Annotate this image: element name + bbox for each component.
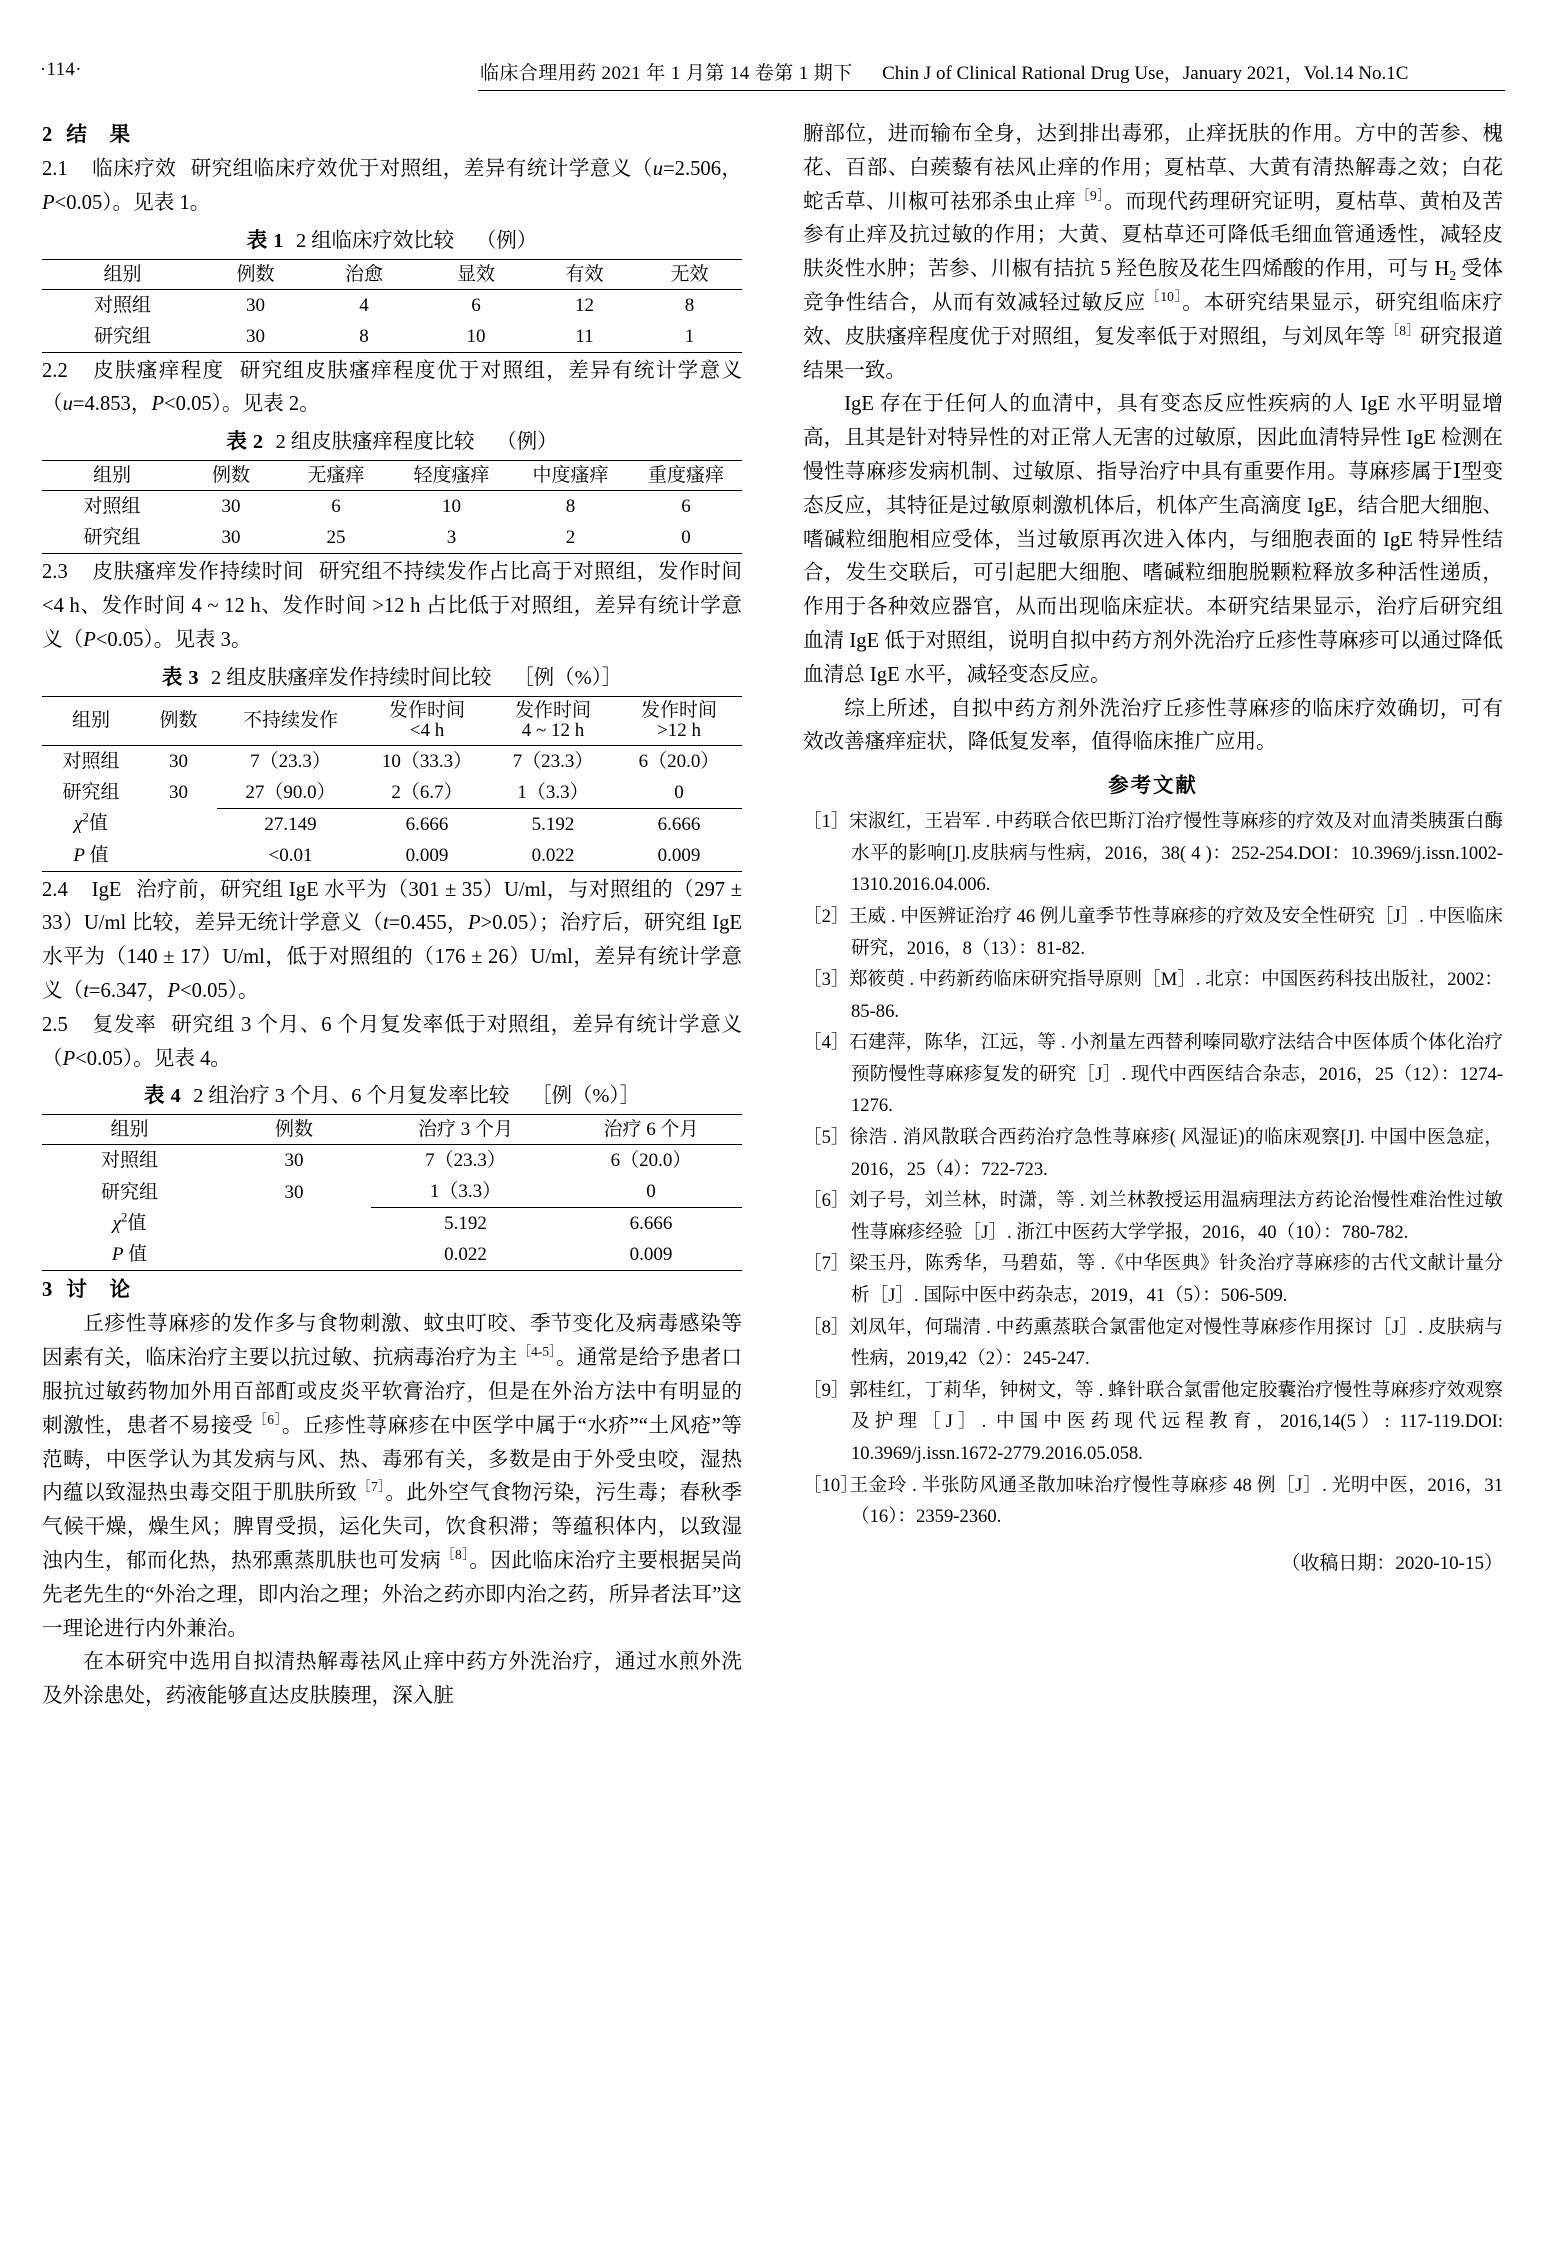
table-3-p-label xyxy=(42,840,140,872)
reference-text: 梁玉丹，陈秀华，马碧茹，等 .《中华医典》针灸治疗荨麻疹的古代文献计量分析［J］. 国际中医中药杂志，2019，41（5）：506-509. xyxy=(849,1253,1503,1307)
table-3-label: 表 3 xyxy=(161,666,200,689)
list-item xyxy=(803,1027,1503,1122)
table-1-header-row xyxy=(42,259,742,289)
citation-ref-9: ［9］ xyxy=(1076,187,1105,203)
discussion-paragraph-2: 在本研究中选用自拟清热解毒祛风止痒中药方外洗治疗，通过水煎外洗及外涂患处，药液能够直达皮肤腠理，深入脏 xyxy=(42,1651,742,1708)
table-4-r1-c2: 1（3.3） xyxy=(429,1181,502,1203)
table-4-p-blank xyxy=(217,1239,371,1271)
section-2-2-text-c: <0.05）。见表 2。 xyxy=(164,393,320,416)
section-2-2-text-b: =4.853， xyxy=(72,393,152,416)
list-item xyxy=(803,1248,1503,1311)
right-paragraph-3: 综上所述，自拟中药方剂外洗治疗丘疹性荨麻疹的临床疗效确切，可有效改善瘙痒症状，降低复发率，值得临床推广应用。 xyxy=(803,697,1503,754)
section-2-4-text-d: =6.347， xyxy=(88,979,168,1002)
chi-symbol: χ xyxy=(74,813,83,835)
table-4-chi-label xyxy=(42,1208,217,1240)
table-1-label: 表 1 xyxy=(246,229,284,252)
right-p1-e: 研究报道结果一致。 xyxy=(803,325,1503,382)
right-p1-d: 。本研究结果显示，研究组临床疗效、皮肤瘙痒程度优于对照组，复发率低于对照组，与刘凤年等 xyxy=(803,291,1503,348)
section-2-3-number: 2.3 xyxy=(42,561,68,584)
chi-unit: 值 xyxy=(127,1213,147,1235)
table-1-col-1: 例数 xyxy=(203,259,308,289)
stat-symbol-u: u xyxy=(62,393,73,416)
stat-symbol-p: P xyxy=(42,191,55,214)
table-3-col-4 xyxy=(490,696,616,745)
table-4-p-label xyxy=(42,1239,217,1271)
table-2-col-1: 例数 xyxy=(182,461,280,491)
section-2-4-paragraph xyxy=(42,874,742,1009)
chi-exponent: 2 xyxy=(82,810,89,825)
table-2-col-0: 组别 xyxy=(42,461,182,491)
section-2-1-text-b: =2.506， xyxy=(663,158,743,180)
reference-number: ［3］ xyxy=(803,969,850,991)
chi-exponent: 2 xyxy=(120,1209,128,1225)
section-2-3-text-a: 研究组不持续发作占比高于对照组，发作时间 <4 h、发作时间 4 ~ 12 h、发作时间 >12 h 占比低于对照组，差异有统计学意义（ xyxy=(42,561,743,651)
reference-text: 刘子号，刘兰林，时潇，等 . 刘兰林教授运用温病理法方药论治慢性难治性过敏性荨麻疹经验［J］. 浙江中医药大学学报，2016，40（10）：780-782. xyxy=(849,1190,1503,1243)
table-row xyxy=(42,1145,742,1177)
table-3-chi-v1: 6.666 xyxy=(364,808,490,840)
disc-p1-c: 。丘疹性荨麻疹在中医学中属于“水疥”“土风疮”等范畴，中医学认为其发病与风、热、毒邪有关，多数是由于外受虫咬，湿热内蕴以致湿热虫毒交阻于肌肤所致 xyxy=(42,1414,743,1505)
section-2-3-paragraph xyxy=(42,556,742,657)
table-3-chi-v3: 6.666 xyxy=(616,808,742,840)
list-item xyxy=(803,1185,1503,1248)
table-3-chi-row xyxy=(42,808,742,840)
reference-text: 郑筱萸 . 中药新药临床研究指导原则［M］. 北京：中国医药科技出版社，2002：85-86. xyxy=(849,969,1503,1022)
list-item xyxy=(803,1122,1503,1185)
table-1-wrapper xyxy=(42,224,742,353)
citation-ref-8b: ［8］ xyxy=(1385,322,1420,338)
table-3-r0-c1: 30 xyxy=(169,750,188,772)
section-2-2-text-a: 研究组皮肤瘙痒程度优于对照组，差异有统计学意义（ xyxy=(42,359,742,416)
table-row xyxy=(42,522,742,554)
table-4-unit: ［例（%）］ xyxy=(531,1085,640,1108)
list-item xyxy=(803,1375,1503,1470)
citation-ref-10: ［10］ xyxy=(1146,289,1183,305)
table-2-r0-c0: 对照组 xyxy=(83,496,141,518)
disc-p1-d: 。此外空气食物污染，污生毒；春秋季气候干燥，燥生风；脾胃受损，运化失司，饮食积滞；等蕴积体内，以致湿浊内生，郁而化热，热邪熏蒸肌肤也可发病 xyxy=(42,1482,743,1572)
right-p1-b: 。而现代药理研究证明，夏枯草、黄柏及苦参有止痒及抗过敏的作用；大黄、夏枯草还可降低毛细血管通透性，减轻皮肤炎性水肿；苦参、川椒有拮抗 5 羟色胺及花生四烯酸的作用，可与 H xyxy=(803,190,1504,281)
table-1-r0-c1: 30 xyxy=(246,294,265,316)
table-3-col-5 xyxy=(616,696,742,745)
table-4-caption xyxy=(42,1079,742,1113)
stat-symbol-p: P xyxy=(167,979,181,1002)
table-3-p-blank xyxy=(140,840,217,872)
table-2-r0-c5: 6 xyxy=(681,496,691,518)
table-3-col-4-line1: 发作时间 xyxy=(514,699,591,721)
reference-number: ［1］ xyxy=(803,811,850,833)
table-row xyxy=(42,1176,742,1208)
section-2-2-title: 皮肤瘙痒程度 xyxy=(91,359,225,382)
section-2-5-title: 复发率 xyxy=(91,1013,157,1036)
table-3-p-v1: 0.009 xyxy=(364,840,490,872)
table-3-header-row xyxy=(42,696,742,745)
table-4 xyxy=(42,1114,742,1271)
table-3-r1-c0: 研究组 xyxy=(62,781,120,803)
table-3-chi-blank xyxy=(140,808,217,840)
table-3-r0-c4: 7（23.3） xyxy=(512,750,594,772)
table-4-col-2: 治疗 3 个月 xyxy=(371,1115,560,1145)
citation-ref-7: ［7］ xyxy=(357,1479,386,1495)
right-paragraph-1 xyxy=(803,118,1503,388)
stat-symbol-p: P xyxy=(62,1047,76,1070)
table-2-label: 表 2 xyxy=(226,431,264,454)
list-item xyxy=(803,806,1503,901)
running-head xyxy=(0,52,1545,102)
table-4-r1-c3: 0 xyxy=(646,1181,656,1203)
table-2-r0-c4: 8 xyxy=(565,496,576,518)
right-column xyxy=(803,118,1503,1579)
stat-symbol-p: P xyxy=(83,628,96,651)
list-item xyxy=(803,964,1503,1027)
section-2-4-title: IgE xyxy=(91,878,122,901)
table-3-p-v3: 0.009 xyxy=(616,840,742,872)
section-3-number: 3 xyxy=(42,1279,54,1302)
table-3-col-3-line2: <4 h xyxy=(409,719,445,741)
table-4-chi-v1: 6.666 xyxy=(560,1208,742,1240)
reference-text: 宋淑红，王岩军 . 中药联合依巴斯汀治疗慢性荨麻疹的疗效及对血清类胰蛋白酶水平的影响[J].皮肤病与性病，2016，38( 4 )：252-254.DOI：10.3969/j.issn.1002-1310.2016.04.006. xyxy=(849,811,1503,896)
table-4-p-v1: 0.009 xyxy=(560,1239,742,1271)
table-3-p-v2: 0.022 xyxy=(490,840,616,872)
section-2-heading xyxy=(42,118,742,152)
section-2-1-paragraph xyxy=(42,153,742,221)
table-1-r0-c5: 8 xyxy=(684,294,695,316)
received-date: （收稿日期：2020-10-15） xyxy=(1281,1552,1503,1574)
table-3-p-v0: <0.01 xyxy=(217,840,364,872)
table-4-r1-c0: 研究组 xyxy=(100,1181,158,1203)
h2-receptor-subscript: 2 xyxy=(1449,268,1457,284)
table-4-header-row xyxy=(42,1115,742,1145)
list-item xyxy=(803,1312,1503,1375)
table-3-col-3-line1: 发作时间 xyxy=(388,699,465,721)
reference-text: 王威 . 中医辨证治疗 46 例儿童季节性荨麻疹的疗效及安全性研究［J］. 中医临床研究，2016，8（13）：81-82. xyxy=(849,905,1503,959)
table-3-unit: ［例（%）］ xyxy=(513,666,623,689)
table-row xyxy=(42,491,742,523)
p-symbol: P xyxy=(111,1244,124,1266)
table-2-caption xyxy=(42,425,742,459)
reference-text: 刘凤年，何瑞清 . 中药熏蒸联合氯雷他定对慢性荨麻疹作用探讨［J］. 皮肤病与性病，2019,42（2）：245-247. xyxy=(849,1316,1503,1370)
table-2-r0-c2: 6 xyxy=(331,496,341,518)
table-3-col-2: 不持续发作 xyxy=(217,696,364,745)
table-4-col-3: 治疗 6 个月 xyxy=(560,1115,742,1145)
table-row xyxy=(42,289,742,321)
table-3-r1-c5: 0 xyxy=(674,781,684,803)
section-2-1-title: 临床疗效 xyxy=(91,158,177,180)
table-4-col-1: 例数 xyxy=(217,1115,371,1145)
table-1-col-5: 无效 xyxy=(637,259,742,289)
table-3-r0-c2: 7（23.3） xyxy=(250,750,331,772)
table-3-caption xyxy=(42,661,742,695)
journal-name-en: Chin J of Clinical Rational Drug Use，January 2021，Vol.14 No.1C xyxy=(882,63,1409,84)
table-3-r1-c3: 2（6.7） xyxy=(391,781,463,803)
right-paragraph-2: IgE 存在于任何人的血清中，具有变态反应性疾病的人 IgE 水平明显增高，且其是针对特异性的对正常人无害的过敏原，因此血清特异性 IgE 检测在慢性荨麻疹发病机制、过敏原、指导治疗中具有重要作用。荨麻疹属于Ⅰ型变态反应，其特征是过敏原刺激机体后，机体产生高滴度 IgE，结合肥大细胞、嗜碱粒细胞相应受体，当过敏原再次进入体内，与细胞表面的 IgE 特异性结合，发生交联后，可引起肥大细胞、嗜碱粒细胞脱颗粒释放多种活性递质，作用于各种效应器官，从而出现临床症状。本研究结果显示，治疗后研究组血清 IgE 低于对照组，说明自拟中药方剂外洗治疗丘疹性荨麻疹可以通过降低血清总 IgE 水平，减轻变态反应。 xyxy=(803,393,1503,686)
table-1-r1-c0: 研究组 xyxy=(42,321,203,353)
table-2-r0-c3: 10 xyxy=(442,496,461,518)
stat-symbol-u: u xyxy=(652,158,664,180)
table-4-chi-v0: 5.192 xyxy=(371,1208,560,1240)
table-4-p-row xyxy=(42,1239,742,1271)
table-2-col-4: 中度瘙痒 xyxy=(511,461,630,491)
section-2-5-text-a: 研究组 3 个月、6 个月复发率低于对照组，差异有统计学意义（ xyxy=(42,1013,742,1070)
table-row xyxy=(42,745,742,777)
disc-p1-b: 。通常是给予患者口服抗过敏药物加外用百部酊或皮炎平软膏治疗，但是在外治方法中有明显的刺激性，患者不易接受 xyxy=(42,1347,743,1437)
table-1 xyxy=(42,259,742,353)
table-1-caption xyxy=(42,224,742,258)
table-1-col-0: 组别 xyxy=(42,259,203,289)
section-2-4-text-b: =0.455， xyxy=(388,912,468,935)
table-1-r1-c2: 8 xyxy=(308,321,420,353)
table-1-r0-c4: 12 xyxy=(575,294,594,316)
journal-name-cn: 临床合理用药 2021 年 1 月第 14 卷第 1 期下 xyxy=(480,63,853,84)
table-2-col-3: 轻度瘙痒 xyxy=(392,461,511,491)
section-2-1-text-c: <0.05）。见表 1。 xyxy=(54,191,211,214)
table-2-r1-c4: 2 xyxy=(511,522,630,554)
running-head-text xyxy=(480,58,1505,85)
list-item xyxy=(803,901,1503,964)
reference-number: ［6］ xyxy=(803,1190,850,1212)
right-p1-a: 腑部位，进而输布全身，达到排出毒邪，止痒抚肤的作用。方中的苦参、槐花、百部、白蒺藜有祛风止痒的作用；夏枯草、大黄有清热解毒之效；白花蛇舌草、川椒可祛邪杀虫止痒 xyxy=(803,123,1503,213)
table-1-col-2: 治愈 xyxy=(308,259,420,289)
table-4-r0-c1: 30 xyxy=(284,1150,304,1172)
chi-unit: 值 xyxy=(88,813,108,835)
table-4-col-0: 组别 xyxy=(42,1115,217,1145)
table-1-title: 2 组临床疗效比较 xyxy=(295,229,455,252)
section-3-title: 讨 论 xyxy=(66,1279,132,1302)
table-3-chi-v2: 5.192 xyxy=(490,808,616,840)
table-3-col-5-line1: 发作时间 xyxy=(640,699,717,721)
table-2-r1-c5: 0 xyxy=(630,522,742,554)
stat-symbol-t: t xyxy=(383,912,389,935)
disc-p1-a: 丘疹性荨麻疹的发作多与食物刺激、蚊虫叮咬、季节变化及病毒感染等因素有关，临床治疗主要以抗过敏、抗病毒治疗为主 xyxy=(42,1313,742,1370)
table-4-chi-blank xyxy=(217,1208,371,1240)
table-1-r1-c5: 1 xyxy=(637,321,742,353)
table-1-r0-c0: 对照组 xyxy=(93,294,151,316)
table-3-r1-c4: 1（3.3） xyxy=(517,781,589,803)
table-3-r0-c0: 对照组 xyxy=(62,750,120,772)
reference-number: ［9］ xyxy=(803,1379,850,1401)
table-2-header-row xyxy=(42,461,742,491)
disc-p1-e: 。因此临床治疗主要根据吴尚先老先生的“外治之理，即内治之理；外治之药亦即内治之药，所异者法耳”这一理论进行内外兼治。 xyxy=(42,1549,743,1640)
reference-number: ［2］ xyxy=(803,905,850,927)
table-2-unit: （例） xyxy=(496,431,558,454)
page-folio: ·114· xyxy=(40,60,82,80)
section-2-5-paragraph xyxy=(42,1009,742,1077)
table-3-p-row xyxy=(42,840,742,872)
citation-ref-8: ［8］ xyxy=(441,1547,470,1563)
table-3-col-3 xyxy=(364,696,490,745)
table-1-r1-c1: 30 xyxy=(203,321,308,353)
section-2-5-text-b: <0.05）。见表 4。 xyxy=(75,1047,231,1070)
table-row xyxy=(42,321,742,353)
table-2-r0-c1: 30 xyxy=(221,496,241,518)
table-1-r0-c3: 6 xyxy=(471,294,481,316)
table-2 xyxy=(42,460,742,554)
table-2-r1-c2: 25 xyxy=(280,522,392,554)
section-2-4-text-c: >0.05）；治疗后，研究组 IgE 水平为（140 ± 17）U/ml，低于对照组的（176 ± 26）U/ml，差异有统计学意义（ xyxy=(42,912,742,1002)
reference-text: 王金玲 . 半张防风通圣散加味治疗慢性荨麻疹 48 例［J］. 光明中医，2016，31（16）：2359-2360. xyxy=(849,1474,1503,1528)
reference-text: 郭桂红，丁莉华，钟树文，等 . 蜂针联合氯雷他定胶囊治疗慢性荨麻疹疗效观察及护理［J］. 中国中医药现代远程教育，2016,14(5）: 117-119.DOI: 10.3969/j.issn.1672-2779.2016.05.058. xyxy=(849,1379,1503,1465)
table-3-wrapper xyxy=(42,661,742,872)
table-1-r1-c4: 11 xyxy=(532,321,637,353)
stat-symbol-t: t xyxy=(83,979,89,1002)
table-4-p-v0: 0.022 xyxy=(371,1239,560,1271)
right-p1-c: 受体竞争性结合，从而有效减轻过敏反应 xyxy=(803,258,1503,314)
table-1-col-4: 有效 xyxy=(532,259,637,289)
section-2-3-title: 皮肤瘙痒发作持续时间 xyxy=(91,561,305,584)
table-4-label: 表 4 xyxy=(144,1085,182,1108)
table-1-unit: （例） xyxy=(476,229,538,252)
table-3-r0-c3: 10（33.3） xyxy=(381,750,473,772)
table-3-chi-label xyxy=(42,808,140,840)
reference-number: ［5］ xyxy=(803,1127,850,1149)
section-2-2-number: 2.2 xyxy=(42,359,68,382)
section-2-1-number: 2.1 xyxy=(42,158,68,180)
table-3-r1-c2: 27（90.0） xyxy=(245,781,336,803)
table-4-chi-row xyxy=(42,1208,742,1240)
table-4-title: 2 组治疗 3 个月、6 个月复发率比较 xyxy=(193,1085,510,1108)
table-3-col-1: 例数 xyxy=(140,696,217,745)
table-2-col-5: 重度瘙痒 xyxy=(630,461,742,491)
table-4-wrapper xyxy=(42,1079,742,1271)
table-1-col-3: 显效 xyxy=(420,259,532,289)
p-unit: 值 xyxy=(128,1244,148,1266)
table-4-r1-c1: 30 xyxy=(284,1181,304,1203)
table-2-col-2: 无瘙痒 xyxy=(280,461,392,491)
table-3-col-0: 组别 xyxy=(42,696,140,745)
table-2-title: 2 组皮肤瘙痒程度比较 xyxy=(275,431,475,454)
reference-number: ［7］ xyxy=(803,1253,850,1275)
table-2-wrapper xyxy=(42,425,742,554)
table-3-r1-c1: 30 xyxy=(169,781,188,803)
section-2-2-paragraph xyxy=(42,355,742,423)
reference-text: 徐浩 . 消风散联合西药治疗急性荨麻疹( 风湿证)的临床观察[J]. 中国中医急症，2016，25（4）：722-723. xyxy=(849,1127,1503,1180)
table-3-col-4-line2: 4 ~ 12 h xyxy=(521,719,585,741)
table-4-r0-c0: 对照组 xyxy=(100,1150,158,1172)
section-2-number: 2 xyxy=(42,124,54,146)
section-3-heading xyxy=(42,1273,742,1307)
reference-number: ［10］ xyxy=(803,1474,859,1496)
table-4-r0-c3: 6（20.0） xyxy=(610,1150,692,1172)
table-2-r1-c1: 30 xyxy=(182,522,280,554)
table-2-r1-c3: 3 xyxy=(392,522,511,554)
reference-text: 石建萍，陈华，江远，等 . 小剂量左西替利嗪同歇疗法结合中医体质个体化治疗预防慢性荨麻疹复发的研究［J］. 现代中西医结合杂志，2016，25（12）：1274-1276. xyxy=(849,1032,1503,1117)
table-2-r1-c0: 研究组 xyxy=(42,522,182,554)
references-list xyxy=(803,806,1503,1533)
header-rule xyxy=(478,90,1505,91)
section-2-4-number: 2.4 xyxy=(42,878,68,901)
table-3-title: 2 组皮肤瘙痒发作持续时间比较 xyxy=(211,666,492,689)
table-4-r0-c2: 7（23.3） xyxy=(425,1150,506,1172)
citation-ref-6: ［6］ xyxy=(253,1411,282,1427)
section-2-3-text-b: <0.05）。见表 3。 xyxy=(95,628,252,651)
reference-number: ［8］ xyxy=(803,1316,850,1338)
p-symbol: P xyxy=(73,844,85,866)
table-row xyxy=(42,777,742,809)
table-3-col-5-line2: >12 h xyxy=(657,719,701,741)
references-heading: 参考文献 xyxy=(1108,775,1198,798)
citation-ref-4-5: ［4-5］ xyxy=(517,1344,557,1360)
list-item xyxy=(803,1470,1503,1533)
left-column xyxy=(42,118,742,1714)
section-2-1-text-a: 研究组临床疗效优于对照组，差异有统计学意义（ xyxy=(190,158,653,180)
discussion-paragraph-1 xyxy=(42,1308,742,1646)
section-2-4-text-e: <0.05）。 xyxy=(180,979,259,1002)
table-1-r1-c3: 10 xyxy=(420,321,532,353)
p-unit: 值 xyxy=(89,844,109,866)
table-3-chi-v0: 27.149 xyxy=(217,808,364,840)
stat-symbol-p: P xyxy=(468,912,481,935)
section-2-title: 结 果 xyxy=(66,124,132,146)
chi-symbol: χ xyxy=(112,1213,121,1235)
section-2-4-text-a: 治疗前，研究组 IgE 水平为（301 ± 35）U/ml，与对照组的（297 ± 33）U/ml 比较，差异无统计学意义（ xyxy=(42,878,742,935)
table-1-r0-c2: 4 xyxy=(359,294,369,316)
table-3 xyxy=(42,696,742,872)
section-2-5-number: 2.5 xyxy=(42,1013,68,1036)
table-3-r0-c5: 6（20.0） xyxy=(638,750,720,772)
reference-number: ［4］ xyxy=(803,1032,850,1054)
stat-symbol-p: P xyxy=(151,393,165,416)
